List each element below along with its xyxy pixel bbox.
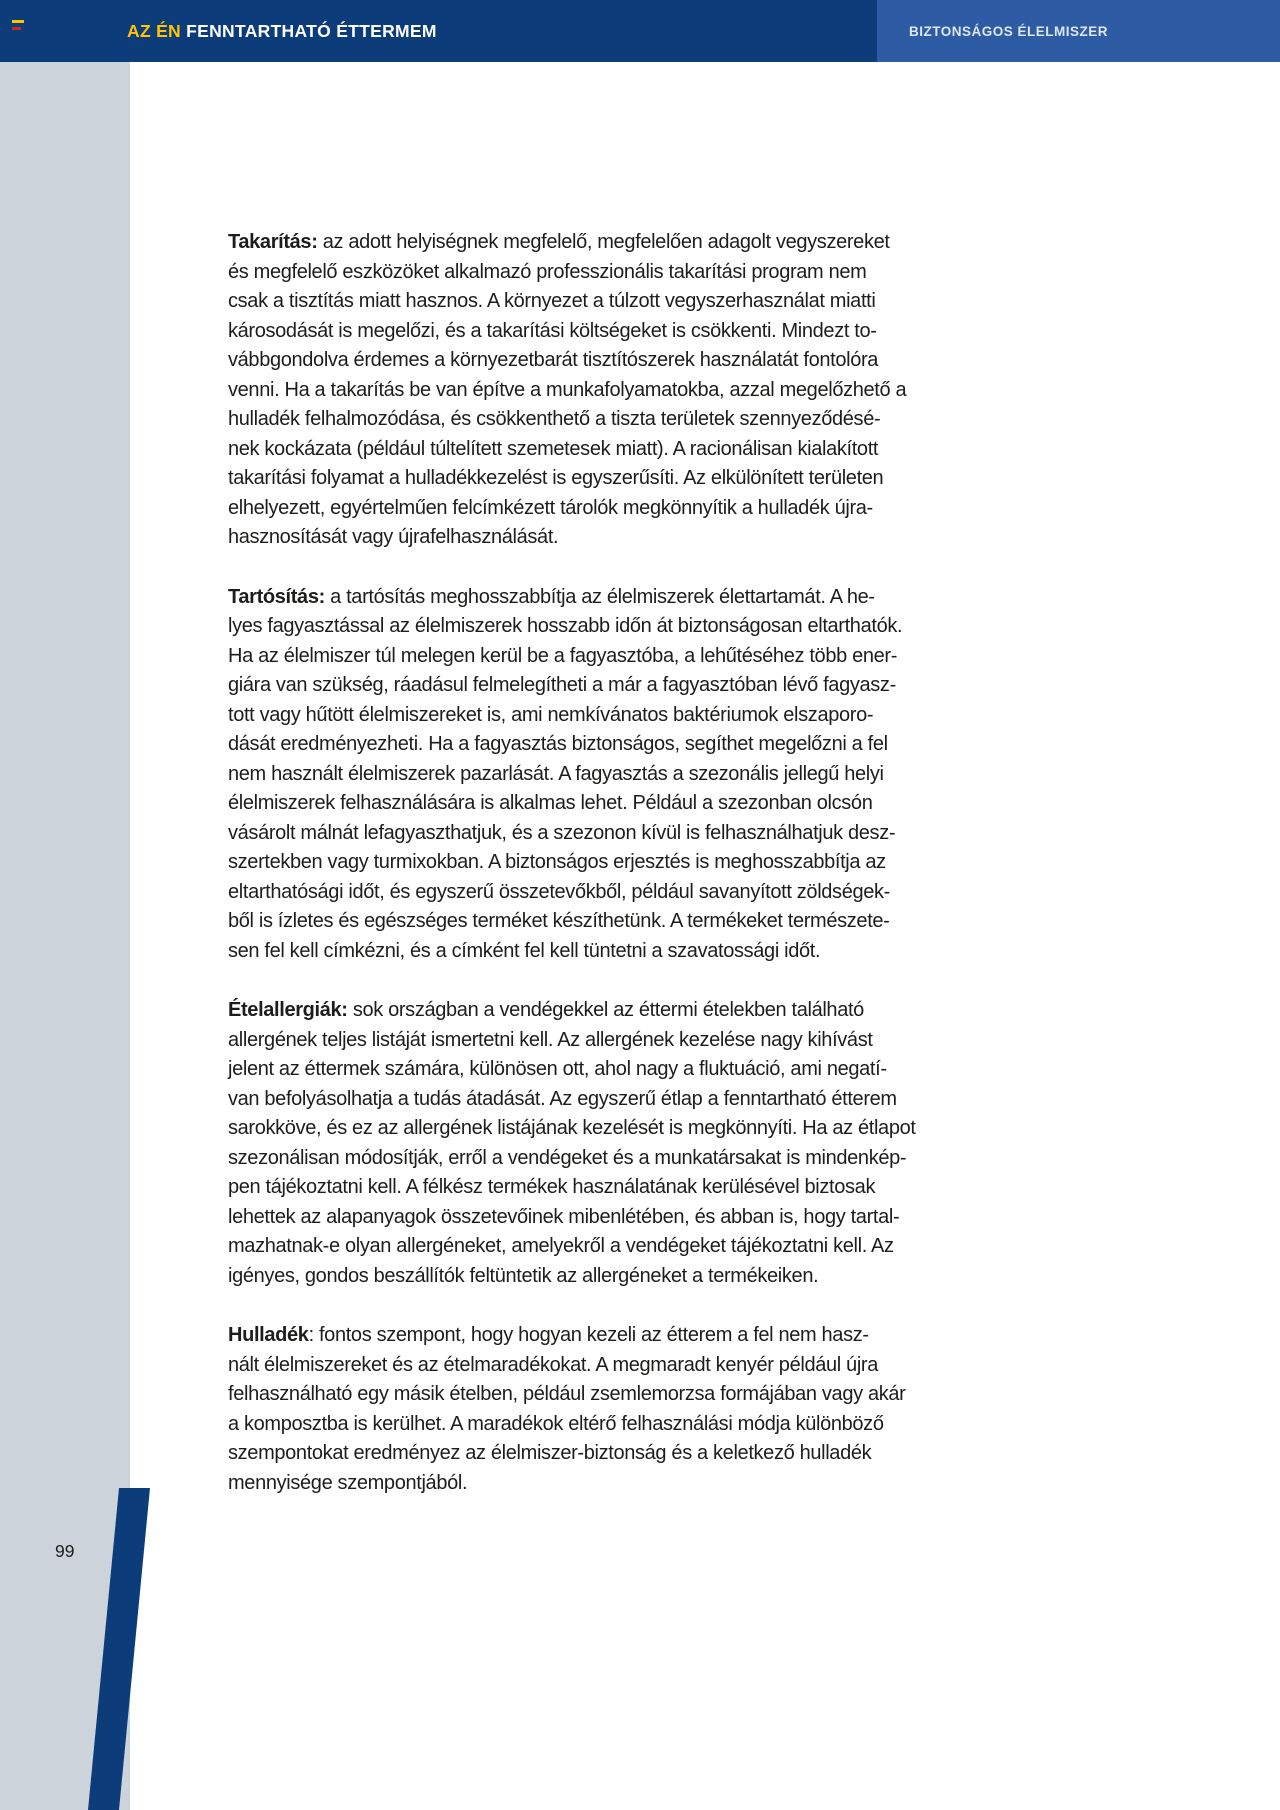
- text-line: hasznosítását vagy újrafelhasználását.: [228, 526, 559, 548]
- text-line: takarítási folyamat a hulladékkezelést is egyszerűsíti. Az elkülönített területen: [228, 467, 884, 489]
- text-line: venni. Ha a takarítás be van építve a munkafolyamatokba, azzal megelőzhető a: [228, 378, 907, 401]
- text-line: hulladék felhalmozódása, és csökkenthető a tiszta területek szennyeződésé-: [228, 408, 881, 430]
- paragraph-lead: Ételallergiák:: [228, 999, 353, 1021]
- text-line: szertekben vagy turmixokban. A biztonságos erjesztés is meghosszabbítja az: [228, 851, 886, 873]
- text-line: dását eredményezheti. Ha a fagyasztás biztonságos, segíthet megelőzni a fel: [228, 733, 888, 755]
- text-line: Ételallergiák: sok országban a vendégekkel az éttermi ételekben található: [228, 999, 864, 1021]
- text-line: Tartósítás: a tartósítás meghosszabbítja az élelmiszerek élettartamát. A he-: [228, 585, 875, 608]
- text-line: eltarthatósági időt, és egyszerű összetevőkből, például savanyított zöldségek-: [228, 880, 890, 903]
- paragraph-lead: Takarítás:: [228, 231, 323, 253]
- text-line: jelent az éttermek számára, különösen ott, ahol nagy a fluktuáció, ami negatí-: [228, 1058, 887, 1080]
- text-line: károsodását is megelőzi, és a takarítási költségeket is csökkenti. Mindezt to-: [228, 319, 877, 342]
- text-line: sarokköve, és ez az allergének listájának kezelését is megkönnyíti. Ha az étlapot: [228, 1117, 916, 1139]
- brand-prefix: AZ ÉN: [127, 20, 181, 41]
- text-line: ből is ízletes és egészséges terméket készíthetünk. A termékeket természete-: [228, 910, 890, 932]
- text-line: mazhatnak-e olyan allergéneket, amelyekről a vendégeket tájékoztatni kell. Az: [228, 1235, 894, 1257]
- paragraph: [228, 583, 1008, 967]
- text-line: Ha az élelmiszer túl melegen kerül be a fagyasztóba, a lehűtéséhez több ener-: [228, 644, 898, 667]
- text-line: felhasználható egy másik ételben, például zsemlemorzsa formájában vagy akár: [228, 1383, 906, 1405]
- text-line: pen tájékoztatni kell. A félkész termékek használatának kerülésével biztosak: [228, 1176, 876, 1198]
- header-bar: [0, 0, 1280, 62]
- text-line: allergének teljes listáját ismertetni kell. Az allergének kezelése nagy kihívást: [228, 1028, 873, 1051]
- content-paragraphs: [228, 228, 1008, 1528]
- text-line: van befolyásolhatja a tudás átadását. Az egyszerű étlap a fenntartható étterem: [228, 1087, 897, 1110]
- text-line: nem használt élelmiszerek pazarlását. A fagyasztás a szezonális jellegű helyi: [228, 762, 884, 785]
- paragraph-lead: Hulladék: [228, 1324, 309, 1346]
- text-line: Takarítás: az adott helyiségnek megfelelő, megfelelően adagolt vegyszereket: [228, 231, 890, 253]
- text-line: elhelyezett, egyértelműen felcímkézett tárolók megkönnyítik a hulladék újra-: [228, 496, 873, 519]
- text-line: giára van szükség, ráadásul felmelegítheti a már a fagyasztóban lévő fagyasz-: [228, 674, 896, 696]
- text-line: lehettek az alapanyagok összetevőinek mibenlétében, és abban is, hogy tartal-: [228, 1205, 900, 1228]
- text-line: vábbgondolva érdemes a környezetbarát tisztítószerek használatát fontolóra: [228, 349, 879, 371]
- paragraph: [228, 996, 1008, 1291]
- header-section-block: [877, 0, 1280, 62]
- paragraph: [228, 228, 1008, 553]
- text-line: vásárolt málnát lefagyaszthatjuk, és a szezonon kívül is felhasználhatjuk desz-: [228, 821, 896, 844]
- flag-bar-red: [12, 27, 21, 30]
- flag-bar-yellow: [12, 20, 24, 23]
- paragraph: [228, 1321, 1008, 1498]
- text-line: igényes, gondos beszállítók feltüntetik az allergéneket a termékeiken.: [228, 1264, 819, 1287]
- paragraph-lead: Tartósítás:: [228, 585, 331, 608]
- brand-title: [127, 0, 437, 62]
- text-line: és megfelelő eszközöket alkalmazó professzionális takarítási program nem: [228, 260, 867, 283]
- text-line: szempontokat eredményez az élelmiszer-biztonság és a keletkező hulladék: [228, 1442, 872, 1464]
- text-line: nált élelmiszereket és az ételmaradékokat. A megmaradt kenyér például újra: [228, 1353, 879, 1376]
- text-line: élelmiszerek felhasználására is alkalmas lehet. Például a szezonban olcsón: [228, 792, 873, 814]
- text-line: tott vagy hűtött élelmiszereket is, ami nemkívánatos baktériumok elszaporo-: [228, 703, 874, 726]
- section-label: BIZTONSÁGOS ÉLELMISZER: [909, 23, 1109, 39]
- text-line: mennyisége szempontjából.: [228, 1471, 468, 1494]
- text-line: nek kockázata (például túltelített szemetesek miatt). A racionálisan kialakított: [228, 437, 879, 460]
- text-line: Hulladék: fontos szempont, hogy hogyan kezeli az étterem a fel nem hasz-: [228, 1324, 869, 1346]
- page-number: 99: [55, 1541, 75, 1561]
- brand-rest: FENNTARTHATÓ ÉTTERMEM: [181, 20, 437, 41]
- text-line: sen fel kell címkézni, és a címként fel kell tüntetni a szavatossági időt.: [228, 939, 821, 962]
- text-line: lyes fagyasztással az élelmiszerek hosszabb időn át biztonságosan eltarthatók.: [228, 615, 903, 637]
- text-line: szezonálisan módosítják, erről a vendégeket és a munkatársakat is mindenkép-: [228, 1146, 907, 1169]
- text-line: a komposztba is kerülhet. A maradékok eltérő felhasználási módja különböző: [228, 1412, 884, 1435]
- text-line: csak a tisztítás miatt hasznos. A környezet a túlzott vegyszerhasználat miatti: [228, 290, 876, 312]
- corner-flag-icon: [12, 20, 26, 30]
